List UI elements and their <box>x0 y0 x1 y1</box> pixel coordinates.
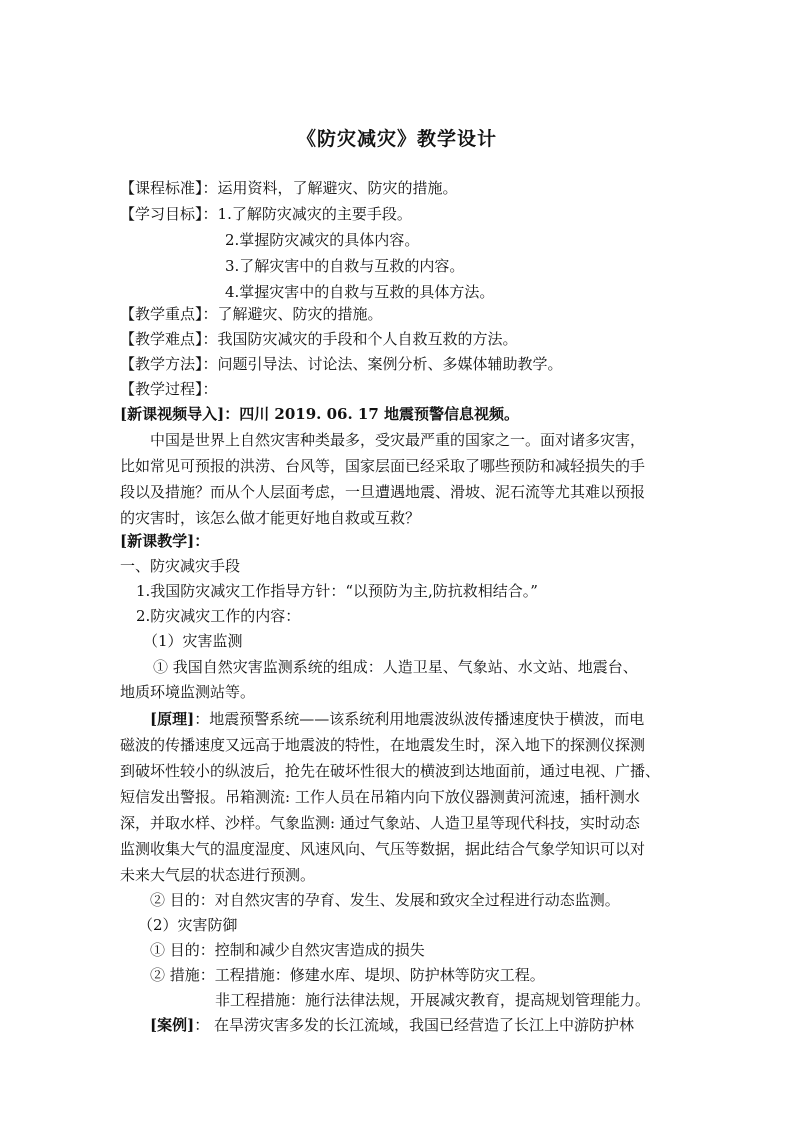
curriculum-standard-line <box>120 177 458 199</box>
case-line <box>150 1014 634 1036</box>
defense-purpose: ① 目的：控制和减少自然灾害造成的损失 <box>150 941 425 959</box>
defense-measure: ② 措施：工程措施：修建水库、堤坝、防护林等防灾工程。 <box>150 966 545 984</box>
learning-goal-item: 3.了解灾害中的自救与互救的内容。 <box>225 257 465 275</box>
principle-line: 监测收集大气的温度湿度、风速风向、气压等数据，据此结合气象学知识可以对 <box>120 840 646 858</box>
learning-goal-item: 2.掌握防灾减灾的具体内容。 <box>225 231 420 249</box>
principle-line: 深，并取水样、沙样。气象监测: 通过气象站、人造卫星等现代科技，实时动态 <box>120 814 640 832</box>
principle-line: 到破坏性较小的纵波后，抢先在破坏性很大的横波到达地面前，通过电视、广播、 <box>120 762 661 780</box>
principle-label: [原理] <box>150 710 195 728</box>
defense-non-engineering: 非工程措施：施行法律法规，开展减灾教育，提高规划管理能力。 <box>215 991 651 1009</box>
case-text: ： 在旱涝灾害多发的长江流域，我国已经营造了长江上中游防护林 <box>194 1016 634 1034</box>
methods-text: ：问题引导法、讨论法、案例分析、多媒体辅助教学。 <box>202 355 563 373</box>
principle-line: 未来大气层的状态进行预测。 <box>120 866 316 884</box>
key-points-label: 【教学重点】 <box>120 305 203 323</box>
learning-goal-item: 1.了解防灾减灾的主要手段。 <box>217 205 412 223</box>
monitoring-line: ① 我国自然灾害监测系统的组成：人造卫星、气象站、水文站、地震台、 <box>153 658 638 676</box>
case-label: [案例] <box>150 1016 195 1034</box>
process-line <box>120 378 218 400</box>
principle-line <box>150 708 644 730</box>
curriculum-standard-label: 【课程标准】 <box>120 179 203 197</box>
intro-line: 中国是世界上自然灾害种类最多，受灾最严重的国家之一。面对诸多灾害， <box>150 431 646 449</box>
process-text: ： <box>202 380 218 398</box>
process-label: 【教学过程】 <box>120 380 203 398</box>
principle-line: 短信发出警报。吊箱测流: 工作人员在吊箱内向下放仪器测黄河流速，插杆测水 <box>120 788 640 806</box>
curriculum-standard-text: ：运用资料，了解避灾、防灾的措施。 <box>202 179 458 197</box>
intro-line: 的灾害时，该怎么做才能更好地自救或互救？ <box>120 509 421 527</box>
page-title: 《防灾减灾》教学设计 <box>296 128 497 150</box>
learning-goal-item: 4.掌握灾害中的自救与互救的具体方法。 <box>225 283 495 301</box>
methods-line <box>120 353 563 375</box>
key-points-text: ：了解避灾、防灾的措施。 <box>202 305 383 323</box>
paragraph-content: 2.防灾减灾工作的内容： <box>136 607 301 625</box>
methods-label: 【教学方法】 <box>120 355 203 373</box>
key-points-line <box>120 303 383 325</box>
intro-line: 段以及措施？而从个人层面考虑，一旦遭遇地震、滑坡、泥石流等尤其难以预报 <box>120 483 646 501</box>
subsection-defense: （2）灾害防御 <box>138 916 238 934</box>
principle-line: 磁波的传播速度又远高于地震波的特性，在地震发生时，深入地下的探测仪探测 <box>120 736 646 754</box>
section-heading: 一、防灾减灾手段 <box>120 557 241 575</box>
difficulties-line <box>120 328 518 350</box>
intro-heading: [新课视频导入]：四川 2019. 06. 17 地震预警信息视频。 <box>120 405 520 423</box>
difficulties-text: ：我国防灾减灾的手段和个人自救互救的方法。 <box>202 330 518 348</box>
monitoring-line: 地质环境监测站等。 <box>120 683 256 701</box>
learning-goals-sep: ： <box>202 205 218 223</box>
new-lesson-heading: [新课教学]： <box>120 532 210 550</box>
paragraph-guideline: 1.我国防灾减灾工作指导方针：“以预防为主,防抗救相结合。” <box>136 582 538 600</box>
subsection-monitoring: （1）灾害监测 <box>143 632 243 650</box>
learning-goals-line <box>120 203 412 225</box>
monitoring-purpose: ② 目的：对自然灾害的孕育、发生、发展和致灾全过程进行动态监测。 <box>150 891 620 909</box>
principle-text: ：地震预警系统——该系统利用地震波纵波传播速度快于横波，而电 <box>194 710 645 728</box>
difficulties-label: 【教学难点】 <box>120 330 203 348</box>
intro-line: 比如常见可预报的洪涝、台风等，国家层面已经采取了哪些预防和减轻损失的手 <box>120 457 646 475</box>
learning-goals-label: 【学习目标】 <box>120 205 203 223</box>
